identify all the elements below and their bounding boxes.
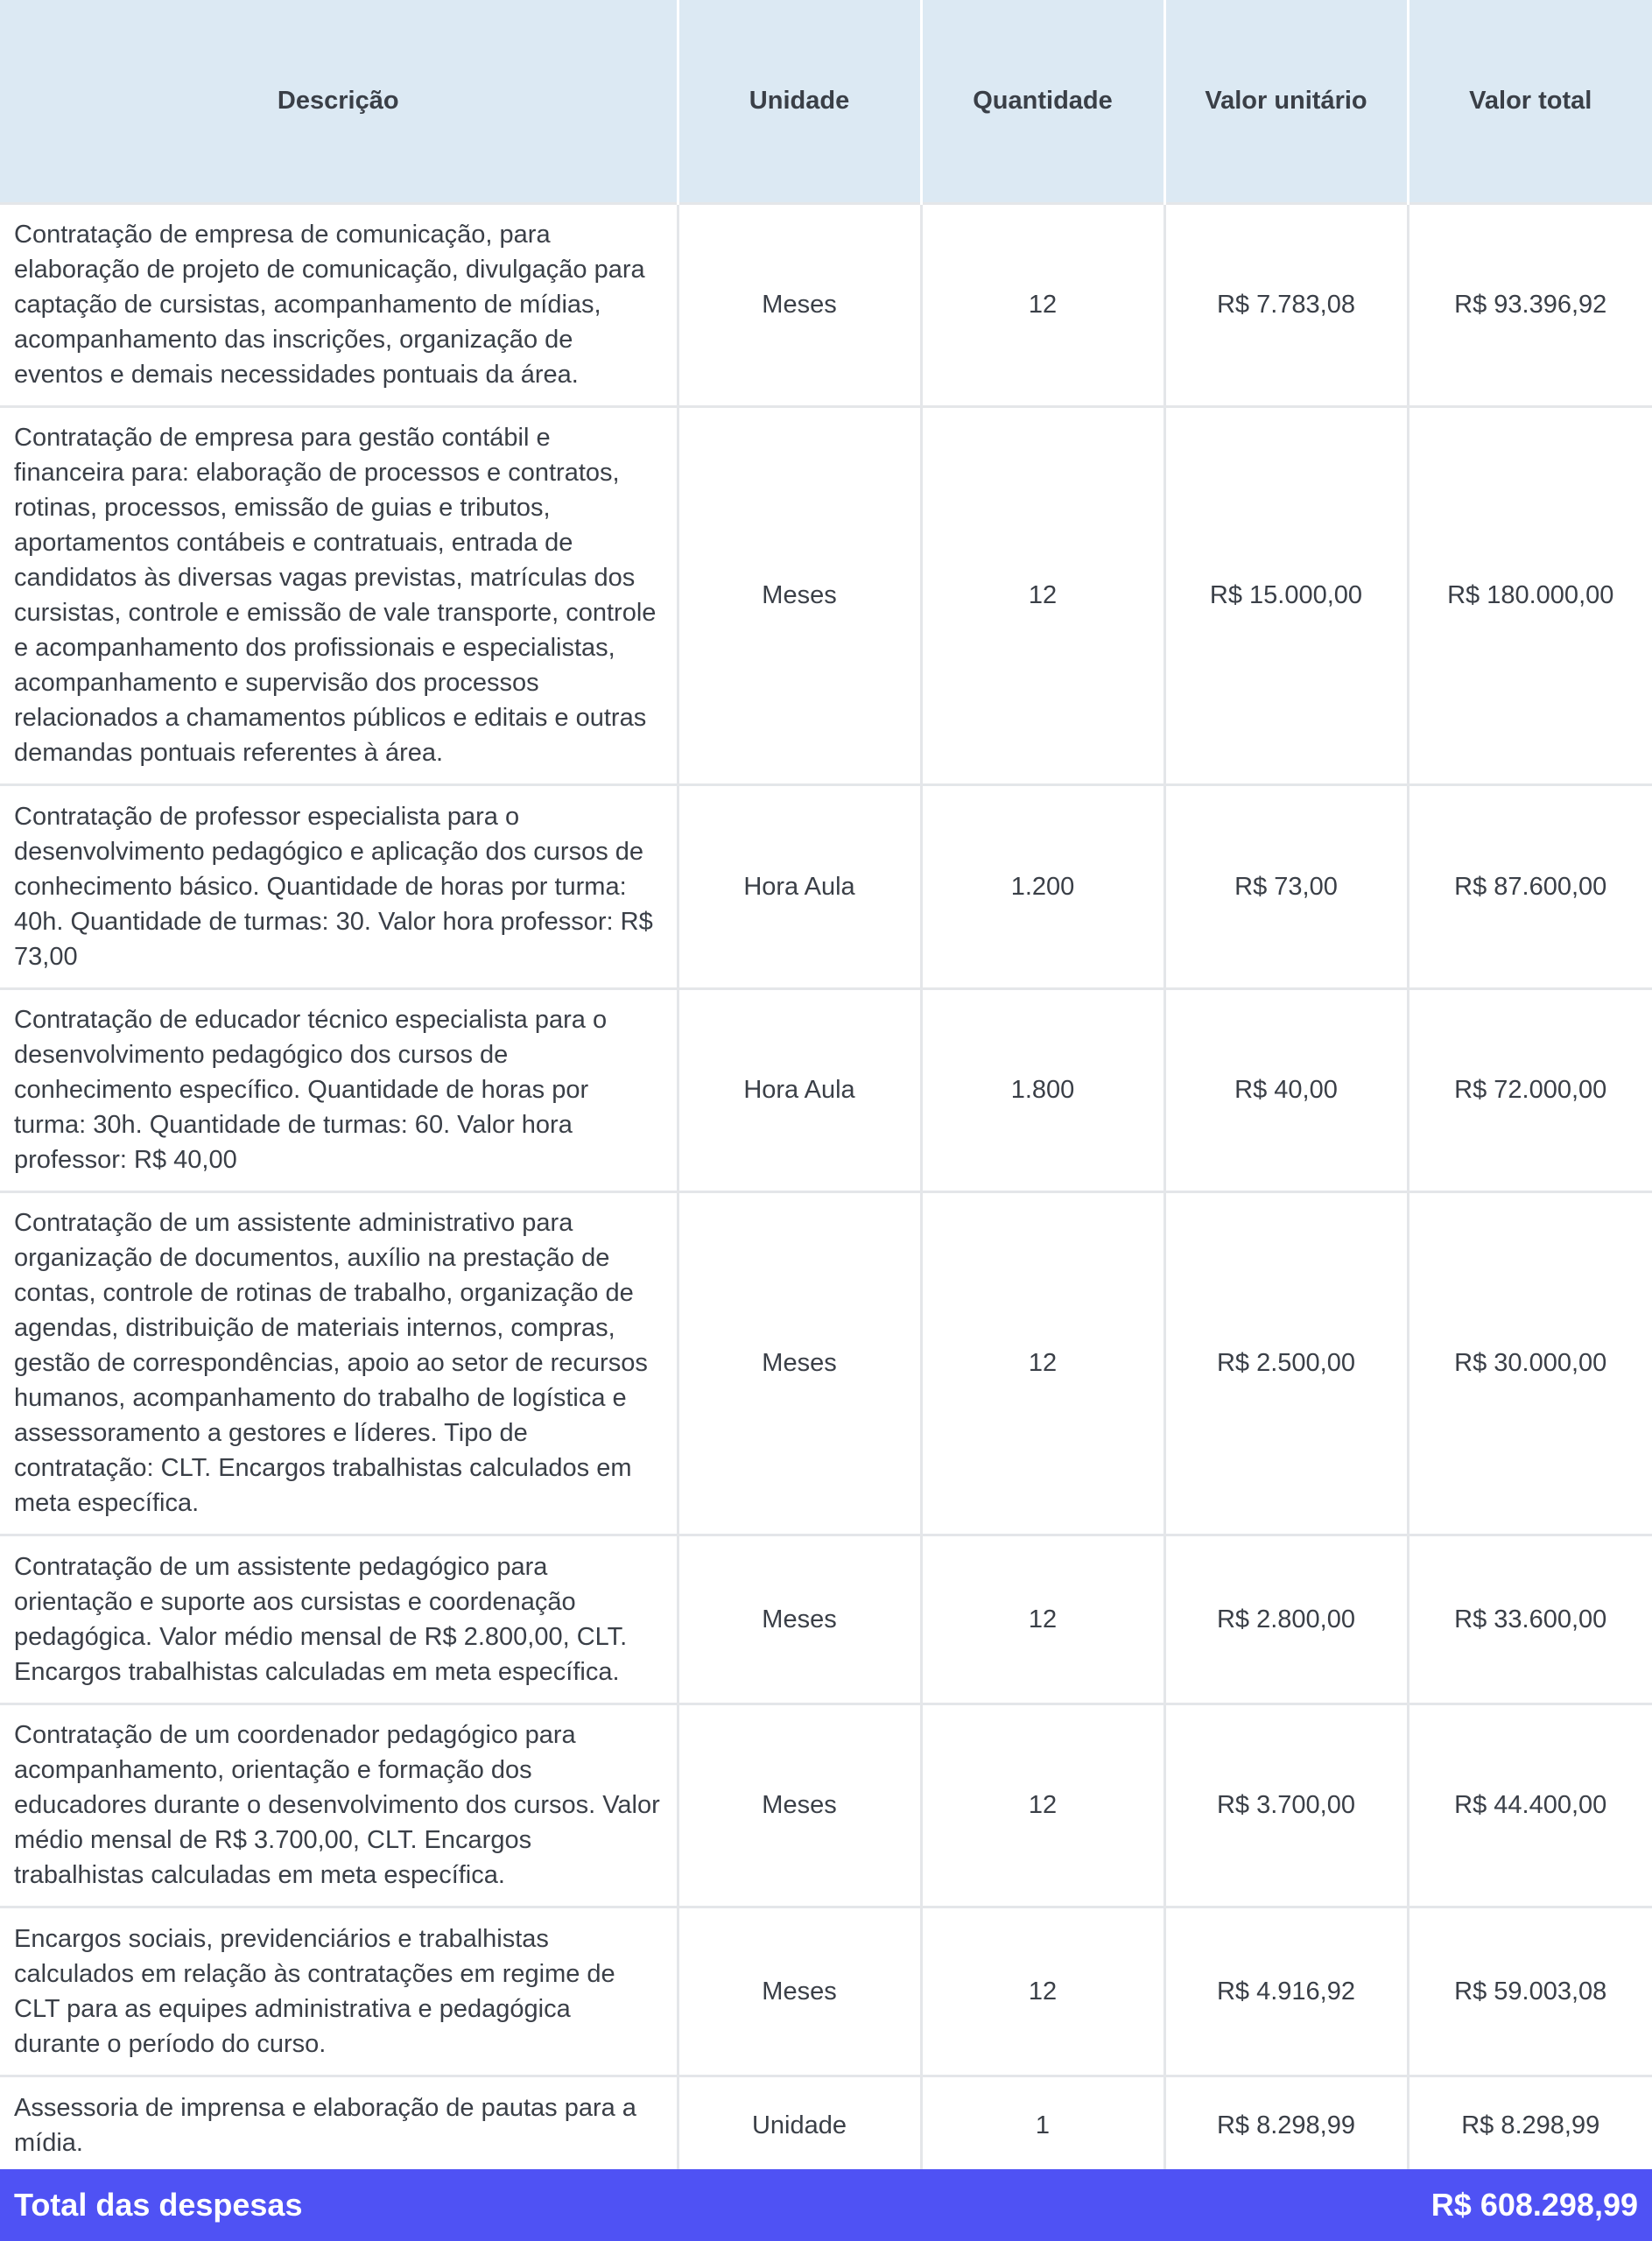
cell-total-value: R$ 44.400,00 [1408, 1704, 1652, 1907]
cell-description: Contratação de um coordenador pedagógico para acompanhamento, orientação e formação dos educadores durante o desenvolvimento dos cursos. Valor médio mensal de R$ 3.700,00, CLT. Encargos trabalhistas calculadas em meta específica. [0, 1704, 678, 1907]
table-row [0, 2076, 1652, 2174]
table-row [0, 1191, 1652, 1535]
cell-quantity: 12 [921, 1191, 1164, 1535]
cell-unit: Unidade [678, 2076, 921, 2174]
cell-quantity: 1.200 [921, 784, 1164, 988]
cell-total-value: R$ 180.000,00 [1408, 406, 1652, 784]
table-header-row [0, 0, 1652, 203]
total-value: R$ 608.298,99 [1431, 2187, 1638, 2223]
cell-unit-value: R$ 2.800,00 [1164, 1535, 1408, 1704]
table-row [0, 1907, 1652, 2076]
cell-unit-value: R$ 15.000,00 [1164, 406, 1408, 784]
cell-description: Assessoria de imprensa e elaboração de pautas para a mídia. [0, 2076, 678, 2174]
table-row [0, 406, 1652, 784]
cell-unit: Meses [678, 1535, 921, 1704]
cell-quantity: 12 [921, 1907, 1164, 2076]
cell-unit: Meses [678, 203, 921, 406]
cell-quantity: 12 [921, 203, 1164, 406]
cell-unit-value: R$ 3.700,00 [1164, 1704, 1408, 1907]
cell-quantity: 1 [921, 2076, 1164, 2174]
cell-description: Contratação de empresa de comunicação, para elaboração de projeto de comunicação, divulgação para captação de cursistas, acompanhamento de mídias, acompanhamento das inscrições, organização de eventos e demais necessidades pontuais da área. [0, 203, 678, 406]
cell-quantity: 12 [921, 1535, 1164, 1704]
cell-unit: Hora Aula [678, 784, 921, 988]
cell-quantity: 12 [921, 1704, 1164, 1907]
table-row [0, 988, 1652, 1191]
cell-description: Contratação de um assistente pedagógico para orientação e suporte aos cursistas e coordenação pedagógica. Valor médio mensal de R$ 2.800,00, CLT. Encargos trabalhistas calculadas em meta específica. [0, 1535, 678, 1704]
header-total-value: Valor total [1408, 0, 1652, 203]
cell-description: Contratação de educador técnico especialista para o desenvolvimento pedagógico dos cursos de conhecimento específico. Quantidade de horas por turma: 30h. Quantidade de turmas: 60. Valor hora professor: R$ 40,00 [0, 988, 678, 1191]
cell-unit: Meses [678, 406, 921, 784]
table-row [0, 203, 1652, 406]
cell-total-value: R$ 33.600,00 [1408, 1535, 1652, 1704]
cell-unit-value: R$ 4.916,92 [1164, 1907, 1408, 2076]
table-row [0, 1535, 1652, 1704]
cell-total-value: R$ 93.396,92 [1408, 203, 1652, 406]
cell-unit-value: R$ 73,00 [1164, 784, 1408, 988]
cell-unit-value: R$ 40,00 [1164, 988, 1408, 1191]
cell-description: Encargos sociais, previdenciários e trabalhistas calculados em relação às contratações em regime de CLT para as equipes administrativa e pedagógica durante o período do curso. [0, 1907, 678, 2076]
table-row [0, 784, 1652, 988]
cell-unit-value: R$ 8.298,99 [1164, 2076, 1408, 2174]
cell-total-value: R$ 8.298,99 [1408, 2076, 1652, 2174]
cell-unit: Hora Aula [678, 988, 921, 1191]
header-unit: Unidade [678, 0, 921, 203]
cell-total-value: R$ 30.000,00 [1408, 1191, 1652, 1535]
total-expenses-bar [0, 2169, 1652, 2241]
cell-quantity: 12 [921, 406, 1164, 784]
cell-unit: Meses [678, 1704, 921, 1907]
cell-total-value: R$ 59.003,08 [1408, 1907, 1652, 2076]
cell-total-value: R$ 87.600,00 [1408, 784, 1652, 988]
cell-unit-value: R$ 2.500,00 [1164, 1191, 1408, 1535]
cell-unit: Meses [678, 1907, 921, 2076]
cell-total-value: R$ 72.000,00 [1408, 988, 1652, 1191]
cell-description: Contratação de professor especialista para o desenvolvimento pedagógico e aplicação dos cursos de conhecimento básico. Quantidade de horas por turma: 40h. Quantidade de turmas: 30. Valor hora professor: R$ 73,00 [0, 784, 678, 988]
cell-unit-value: R$ 7.783,08 [1164, 203, 1408, 406]
header-quantity: Quantidade [921, 0, 1164, 203]
cell-description: Contratação de empresa para gestão contábil e financeira para: elaboração de processos e contratos, rotinas, processos, emissão de guias e tributos, aportamentos contábeis e contratuais, entrada de candidatos às diversas vagas previstas, matrículas dos cursistas, controle e emissão de vale transporte, controle e acompanhamento dos profissionais e especialistas, acompanhamento e supervisão dos processos relacionados a chamamentos públicos e editais e outras demandas pontuais referentes à área. [0, 406, 678, 784]
cell-unit: Meses [678, 1191, 921, 1535]
total-label: Total das despesas [14, 2187, 303, 2223]
cell-description: Contratação de um assistente administrativo para organização de documentos, auxílio na prestação de contas, controle de rotinas de trabalho, organização de agendas, distribuição de materiais internos, compras, gestão de correspondências, apoio ao setor de recursos humanos, acompanhamento do trabalho de logística e assessoramento a gestores e líderes. Tipo de contratação: CLT. Encargos trabalhistas calculados em meta específica. [0, 1191, 678, 1535]
header-unit-value: Valor unitário [1164, 0, 1408, 203]
header-description: Descrição [0, 0, 678, 203]
table-row [0, 1704, 1652, 1907]
cell-quantity: 1.800 [921, 988, 1164, 1191]
